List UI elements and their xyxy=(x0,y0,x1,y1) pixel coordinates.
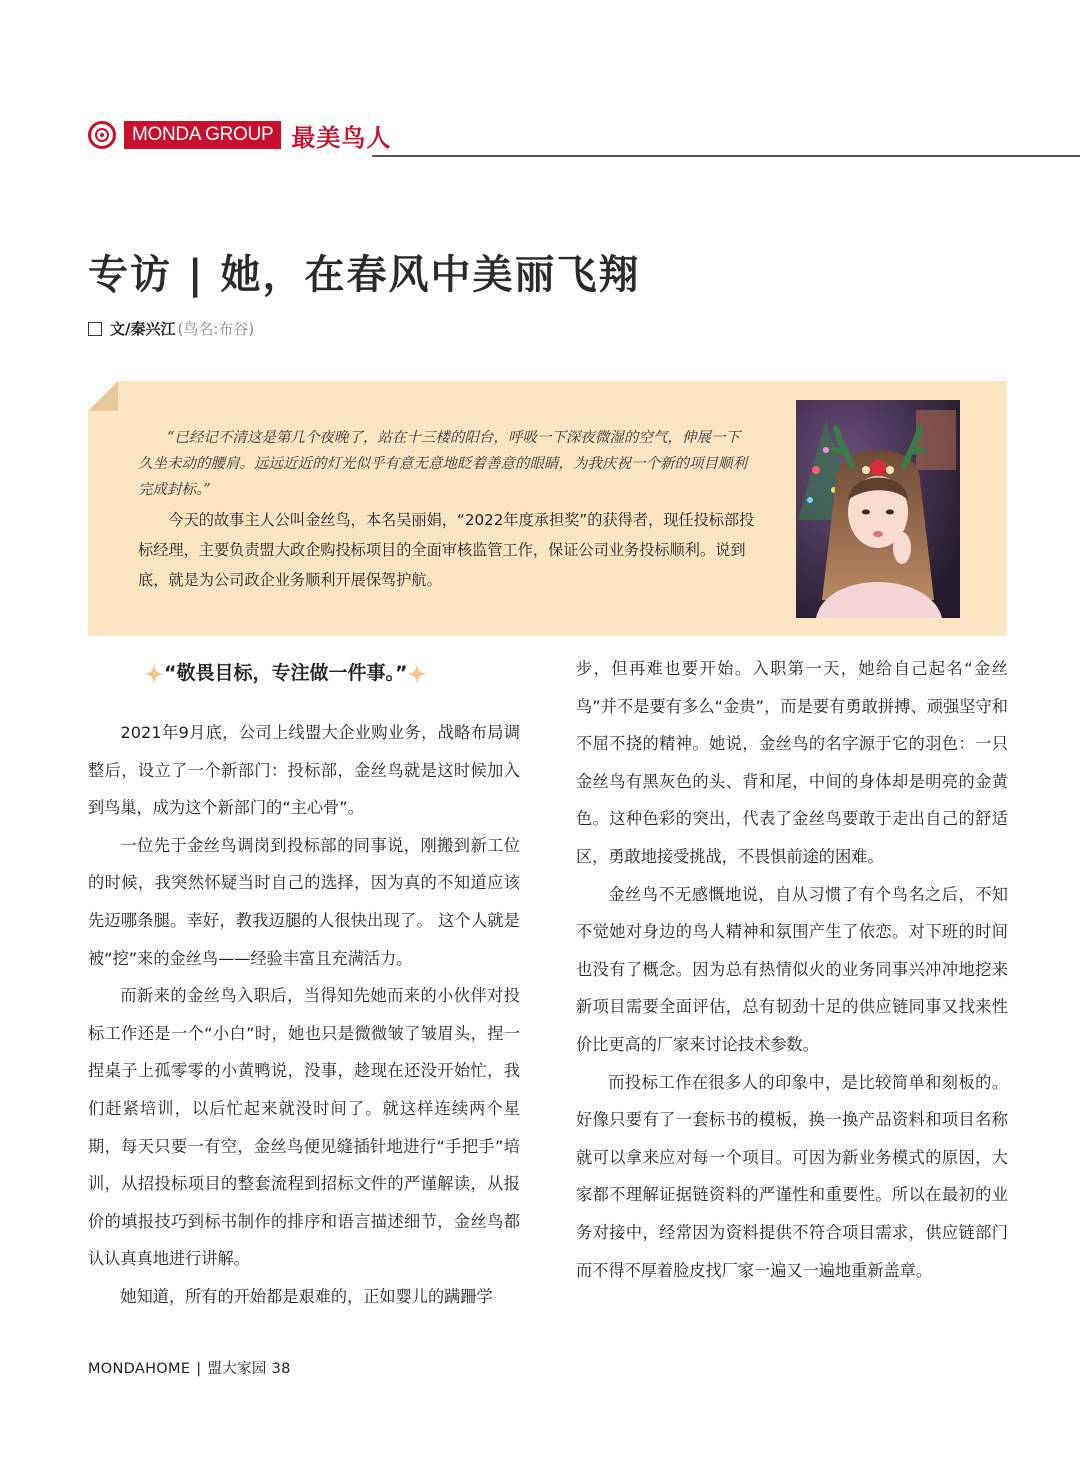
paragraph: 而新来的金丝鸟入职后，当得知先她而来的小伙伴对投标工作还是一个“小白”时，她也只是微微皱了皱眉头，捏一捏桌子上孤零零的小黄鸭说，没事，趁现在还没开始忙，我们赶紧培训，以后忙起来就没时间了。就这样连续两个星期，每天只要一有空，金丝鸟便见缝插针地进行“手把手”培训，从招投标项目的整套流程到招标文件的严谨解读，从报价的填报技巧到标书制作的排序和语言描述细节，金丝鸟都认认真真地进行讲解。 xyxy=(88,986,520,1269)
paragraph: 2021年9月底，公司上线盟大企业购业务，战略布局调整后，设立了一个新部门：投标部，金丝鸟就是这时候加入到鸟巢，成为这个新部门的“主心骨”。 xyxy=(88,723,520,818)
page-footer xyxy=(88,1357,291,1378)
magazine-header xyxy=(88,118,391,152)
article-title: 专访 | 她，在春风中美丽飞翔 xyxy=(88,252,641,298)
paragraph: 她知道，所有的开始都是艰难的，正如婴儿的蹒跚学 xyxy=(120,1286,493,1306)
magazine-name: MONDAHOME xyxy=(88,1361,191,1377)
monda-logo-icon xyxy=(88,121,116,149)
paragraph: 金丝鸟不无感慨地说，自从习惯了有个鸟名之后，不知不觉她对身边的鸟人精神和氛围产生了依恋。对下班的时间也没有了概念。因为总有热情似火的业务同事兴冲冲地挖来新项目需要全面评估，总有韧劲十足的供应链同事又找来性价比更高的厂家来讨论技术参数。 xyxy=(576,884,1008,1054)
byline xyxy=(88,318,254,339)
author-name: 文/秦兴江 xyxy=(110,320,176,338)
section-label: 最美鸟人 xyxy=(291,123,392,152)
paragraph: 一位先于金丝鸟调岗到投标部的同事说，刚搬到新工位的时候，我突然怀疑当时自己的选择，因为真的不知道应该先迈哪条腿。幸好，教我迈腿的人很快出现了。 这个人就是被“挖”来的金丝鸟——经验丰富且充满活力。 xyxy=(88,835,520,968)
right-column xyxy=(576,650,1008,1289)
intro-text: 今天的故事主人公叫金丝鸟，本名吴丽娟，“2022年度承担奖”的获得者，现任投标部投标经理，主要负责盟大政企购投标项目的全面审核监管工作，保证公司业务投标顺利。说到底，就是为公司政企业务顺利开展保驾护航。 xyxy=(138,511,755,589)
paragraph: 而投标工作在很多人的印象中，是比较简单和刻板的。好像只要有了一套标书的模板，换一换产品资料和项目名称就可以拿来应对每一个项目。可因为新业务模式的原因，大家都不理解证据链资料的严谨性和重要性。所以在最初的业务对接中，经常因为资料提供不符合项目需求，供应链部门而不得不厚着脸皮找厂家一遍又一遍地重新盖章。 xyxy=(576,1072,1008,1280)
checkbox-square-icon xyxy=(88,322,102,336)
footer-separator: | xyxy=(196,1361,202,1377)
subheading xyxy=(88,650,520,698)
panel-fold-shadow xyxy=(88,381,118,411)
portrait-photo xyxy=(796,400,960,618)
magazine-cn-name: 盟大家园 xyxy=(207,1361,267,1377)
page-number: 38 xyxy=(271,1361,291,1377)
intro-quote: “已经记不清这是第几个夜晚了，站在十三楼的阳台，呼吸一下深夜微湿的空气，伸展一下久坐未动的腰肩。远远近近的灯光似乎有意无意地眨着善意的眼睛，为我庆祝一个新的项目顺利完成封标。” xyxy=(138,430,747,498)
sparkle-star-icon xyxy=(407,664,427,684)
left-column xyxy=(88,650,520,1316)
author-alias: (鸟名:布谷) xyxy=(177,320,255,338)
brand-label: MONDA GROUP xyxy=(124,121,281,149)
paragraph: 步，但再难也要开始。入职第一天，她给自己起名“金丝鸟”并不是要有多么“金贵”，而是要有勇敢拼搏、顽强坚守和不屈不挠的精神。她说，金丝鸟的名字源于它的羽色：一只金丝鸟有黑灰色的头、背和尾，中间的身体却是明亮的金黄色。这种色彩的突出，代表了金丝鸟要敢于走出自己的舒适区，勇敢地接受挑战，不畏惧前途的困难。 xyxy=(576,659,1008,866)
header-rule xyxy=(372,155,1080,157)
subheading-text: “敬畏目标，专注做一件事。” xyxy=(164,662,408,685)
sparkle-star-icon xyxy=(144,664,164,684)
intro-panel xyxy=(88,381,1007,636)
